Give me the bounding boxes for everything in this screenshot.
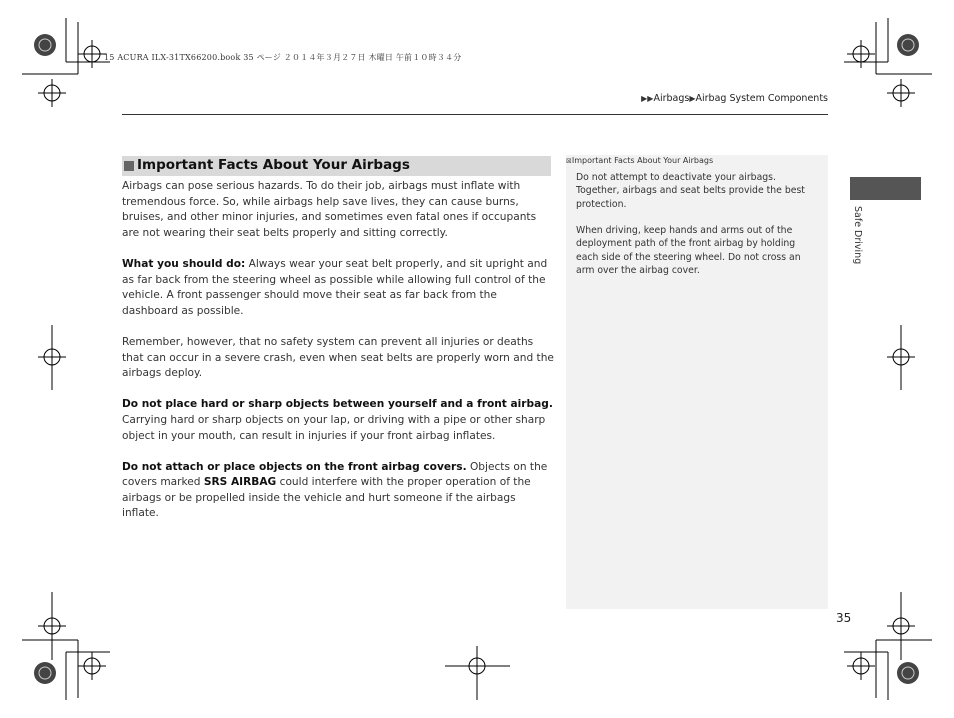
square-bullet-icon bbox=[124, 161, 134, 171]
reference-arrow-icon: ⊠ bbox=[566, 157, 572, 165]
chapter-label: Safe Driving bbox=[852, 206, 863, 265]
sidebar-heading: ⊠Important Facts About Your Airbags bbox=[566, 156, 714, 165]
file-info-line: 15 ACURA ILX-31TX66200.book 35 ページ ２０１４年３月２７日 木曜日 午前１０時３４分 bbox=[104, 53, 462, 62]
sidebar-body bbox=[576, 171, 820, 291]
paragraph-what-to-do: What you should do: Always wear your seat belt properly, and sit upright and as far back from the steering wheel as possible while allowing full control of the vehicle. A front passenger should move their seat as far back from the dashboard as possible. bbox=[122, 257, 548, 317]
sidebar-paragraph: When driving, keep hands and arms out of the deployment path of the front airbag by holding each side of the steering wheel. Do not cross an arm over the airbag cover. bbox=[576, 225, 801, 277]
paragraph-label: Do not place hard or sharp objects between yourself and a front airbag. bbox=[122, 398, 553, 411]
page-number: 35 bbox=[836, 611, 852, 625]
breadcrumb-item-components[interactable]: Airbag System Components bbox=[695, 93, 828, 104]
srs-airbag-label: SRS AIRBAG bbox=[203, 476, 277, 489]
paragraph-label: What you should do: bbox=[122, 257, 246, 270]
paragraph-sharp-objects: Do not place hard or sharp objects between yourself and a front airbag. Carrying hard or sharp objects on your lap, or driving with a pipe or other sharp object in your mouth, can result in injuries if your front airbag inflates. bbox=[122, 398, 553, 442]
section-heading-band bbox=[122, 156, 551, 176]
section-title: Important Facts About Your Airbags bbox=[137, 157, 410, 173]
paragraph-remember: Remember, however, that no safety system can prevent all injuries or deaths that can occur in a severe crash, even when seat belts are properly worn and the airbags deploy. bbox=[122, 335, 554, 380]
sidebar-notes bbox=[566, 155, 828, 609]
breadcrumb bbox=[641, 93, 828, 104]
header-rule bbox=[122, 114, 828, 115]
double-arrow-icon: ▶▶ bbox=[641, 94, 654, 103]
breadcrumb-item-airbags[interactable]: Airbags bbox=[653, 93, 690, 104]
paragraph-label: Do not attach or place objects on the front airbag covers. bbox=[122, 460, 467, 473]
paragraph-intro: Airbags can pose serious hazards. To do their job, airbags must inflate with tremendous force. So, while airbags help save lives, they can cause burns, bruises, and other minor injuries, and sometimes even fatal ones if occupants are not wearing their seat belts properly and sitting correctly. bbox=[122, 180, 537, 239]
chapter-tab[interactable] bbox=[850, 177, 921, 200]
sidebar-paragraph: Do not attempt to deactivate your airbags. Together, airbags and seat belts provide the best protection. bbox=[576, 172, 805, 210]
paragraph-airbag-covers: Do not attach or place objects on the front airbag covers. Objects on the covers marked SRS AIRBAG could interfere with the proper operation of the airbags or be propelled inside the vehicle and hurt someone if the airbags inflate. bbox=[122, 460, 548, 520]
main-body-text bbox=[122, 179, 554, 538]
arrow-icon: ▶ bbox=[689, 94, 696, 103]
